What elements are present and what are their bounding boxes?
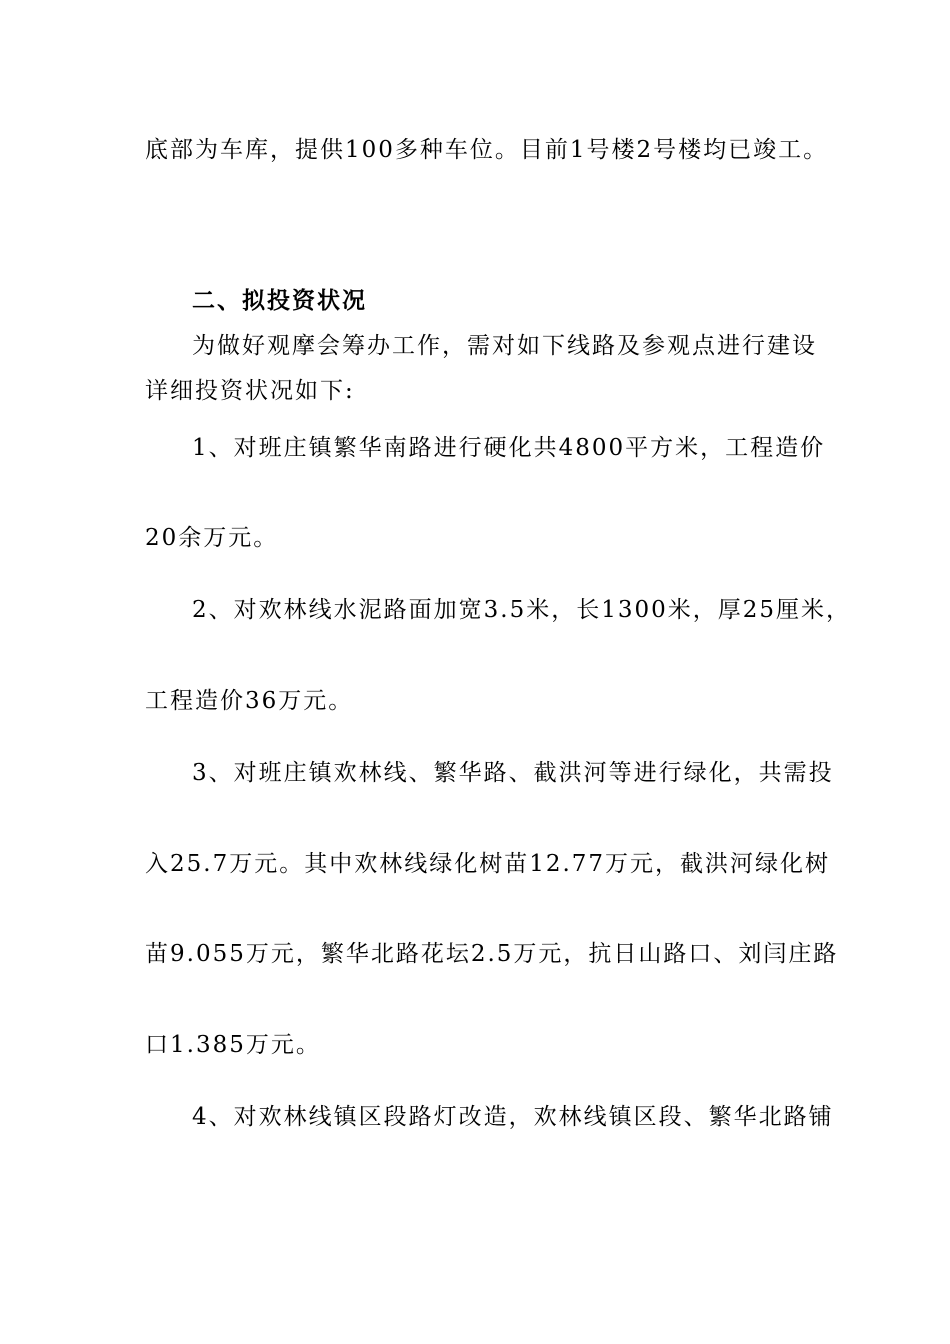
section-heading: 二、拟投资状况	[192, 287, 367, 314]
list-item-3-line-3: 苗9.055万元，繁华北路花坛2.5万元，抗日山路口、刘闫庄路	[145, 941, 839, 967]
text-line-3: 为做好观摩会筹办工作，需对如下线路及参观点进行建设	[192, 333, 817, 359]
text-line-1: 底部为车库，提供100多种车位。目前1号楼2号楼均已竣工。	[145, 137, 829, 163]
list-item-4-line-1: 4、对欢林线镇区段路灯改造，欢林线镇区段、繁华北路铺	[192, 1104, 834, 1130]
list-item-3-line-1: 3、对班庄镇欢林线、繁华路、截洪河等进行绿化，共需投	[192, 760, 834, 786]
list-item-3-line-4: 口1.385万元。	[145, 1032, 321, 1058]
list-item-3-line-2: 入25.7万元。其中欢林线绿化树苗12.77万元，截洪河绿化树	[145, 851, 831, 877]
list-item-1-line-2: 20余万元。	[145, 525, 279, 551]
list-item-2-line-1: 2、对欢林线水泥路面加宽3.5米，长1300米，厚25厘米，	[192, 597, 852, 623]
list-item-1-line-1: 1、对班庄镇繁华南路进行硬化共4800平方米，工程造价	[192, 435, 826, 461]
list-item-2-line-2: 工程造价36万元。	[145, 688, 354, 714]
text-line-4: 详细投资状况如下:	[145, 378, 355, 404]
